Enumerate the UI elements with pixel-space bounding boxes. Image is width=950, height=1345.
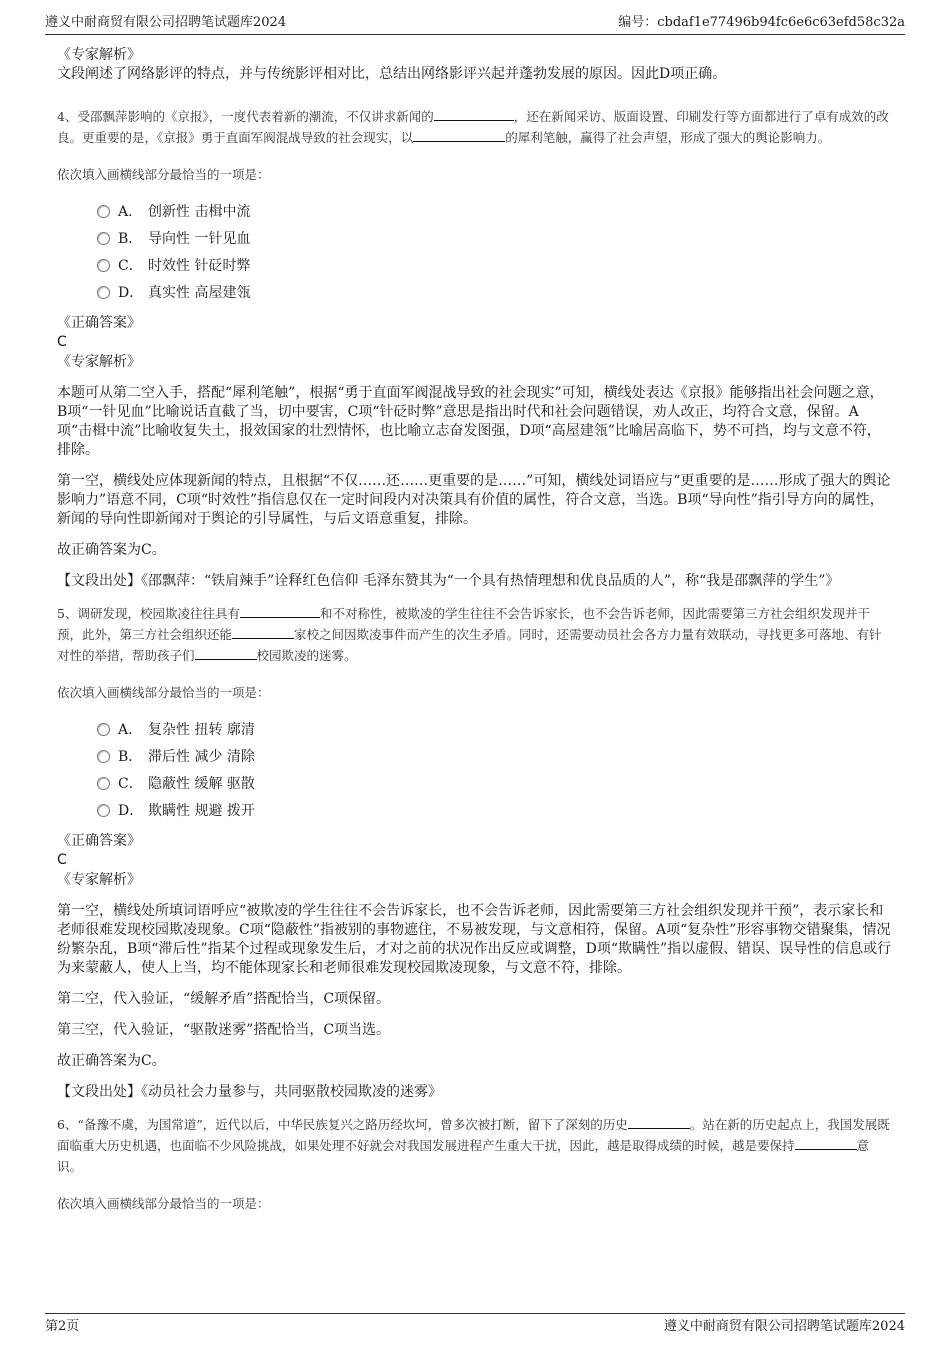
radio-icon[interactable] <box>97 750 110 763</box>
q5-option-d[interactable]: D． 欺瞒性 规避 拨开 <box>97 798 893 825</box>
q4-answer-tag: 《正确答案》 <box>57 315 141 331</box>
q4-answer: C <box>57 334 67 350</box>
radio-icon[interactable] <box>97 259 110 272</box>
footer-title: 遵义中耐商贸有限公司招聘笔试题库2024 <box>663 1319 905 1334</box>
q5-answer-tag: 《正确答案》 <box>57 833 141 849</box>
q5-option-a[interactable]: A． 复杂性 扭转 廓清 <box>97 717 893 744</box>
page-footer <box>45 1313 905 1336</box>
q4-option-b[interactable]: B． 导向性 一针见血 <box>97 226 893 253</box>
q4-instruction: 依次填入画横线部分最恰当的一项是： <box>57 167 270 182</box>
q4-options <box>97 199 893 307</box>
q4-source: 【文段出处】《邵飘萍：“铁肩辣手”诠释红色信仰 毛泽东赞其为“一个具有热情理想和优良品质的人”，称“我是邵飘萍的学生”》 <box>57 573 840 589</box>
q5-option-c[interactable]: C． 隐蔽性 缓解 驱散 <box>97 771 893 798</box>
q5-answer: C <box>57 852 67 868</box>
q6-blank-1 <box>628 1116 690 1129</box>
q5-blank-3 <box>195 647 257 660</box>
q4-stem: 4、受邵飘萍影响的《京报》，一度代表着新的潮流，不仅讲求新闻的 ，还在新闻采访、版面设置、印刷发行等方面都进行了卓有成效的改良。更重要的是，《京报》勇于直面军阀混战导致的社会现实，以 的犀利笔触，赢得了社会声望，形成了强大的舆论影响力。 <box>57 109 889 145</box>
q4-option-d[interactable]: D． 真实性 高屋建瓴 <box>97 280 893 307</box>
q5-analysis-1: 第一空，横线处所填词语呼应“被欺凌的学生往往不会告诉家长，也不会告诉老师，因此需要第三方社会组织发现并干预”，表示家长和老师很难发现校园欺凌现象。C项“隐蔽性”指被别的事物遮住，不易被发现，与文意相符，保留。A项“复杂性”形容事物交错聚集，情况纷繁杂乱，B项“滞后性”指某个过程或现象发生后，才对之前的状况作出反应或调整，D项“欺瞒性”指以虚假、错误、误导性的信息或行为来蒙蔽人，使人上当，均不能体现家长和老师很难发现校园欺凌现象，与文意不符，排除。 <box>57 903 892 976</box>
q3-expert-tag: 《专家解析》 <box>57 47 141 63</box>
q6-stem: 6、“备豫不虞，为国常道”，近代以后，中华民族复兴之路历经坎坷，曾多次被打断，留下了深刻的历史 。站在新的历史起点上，我国发展既面临重大历史机遇，也面临不少风险挑战，如果处理不好就会对我国发展进程产生重大干扰，因此，越是取得成绩的时候，越是要保持 意识。 <box>57 1117 890 1174</box>
q5-option-b[interactable]: B． 滞后性 减少 清除 <box>97 744 893 771</box>
q4-analysis-3: 故正确答案为C。 <box>57 542 166 558</box>
q5-analysis-4: 故正确答案为C。 <box>57 1053 166 1069</box>
q4-option-a[interactable]: A． 创新性 击楫中流 <box>97 199 893 226</box>
q5-source: 【文段出处】《动员社会力量参与，共同驱散校园欺凌的迷雾》 <box>57 1084 442 1100</box>
q5-analysis-2: 第二空，代入验证，“缓解矛盾”搭配恰当，C项保留。 <box>57 991 391 1007</box>
radio-icon[interactable] <box>97 777 110 790</box>
q3-analysis: 文段阐述了网络影评的特点，并与传统影评相对比，总结出网络影评兴起并蓬勃发展的原因。因此D项正确。 <box>57 66 727 82</box>
page-header <box>45 14 905 35</box>
radio-icon[interactable] <box>97 286 110 299</box>
q5-analysis-3: 第三空，代入验证，“驱散迷雾”搭配恰当，C项当选。 <box>57 1022 391 1038</box>
q4-analysis-1: 本题可从第二空入手，搭配“犀利笔触”，根据“勇于直面军阀混战导致的社会现实”可知，横线处表达《京报》能够指出社会问题之意，B项“一针见血”比喻说话直截了当，切中要害，C项“针砭时弊”意思是指出时代和社会问题错误，劝人改正，均符合文意，保留。A项“击楫中流”比喻收复失土，报效国家的壮烈情怀，也比喻立志奋发图强，D项“高屋建瓴”比喻居高临下，势不可挡，均与文意不符，排除。 <box>57 385 884 458</box>
q6-instruction: 依次填入画横线部分最恰当的一项是： <box>57 1196 270 1211</box>
radio-icon[interactable] <box>97 723 110 736</box>
q5-blank-2 <box>232 626 294 639</box>
q4-expert-tag: 《专家解析》 <box>57 354 141 370</box>
radio-icon[interactable] <box>97 232 110 245</box>
q4-option-c[interactable]: C． 时效性 针砭时弊 <box>97 253 893 280</box>
q4-blank-1 <box>434 108 514 121</box>
q5-blank-1 <box>240 605 320 618</box>
q5-expert-tag: 《专家解析》 <box>57 872 141 888</box>
header-doc-id: 编号：cbdaf1e77496b94fc6e6c63efd58c32a <box>618 15 905 30</box>
page-number: 第2页 <box>45 1319 80 1334</box>
q6-blank-2 <box>795 1137 857 1150</box>
q5-stem: 5、调研发现，校园欺凌往往具有 和不对称性，被欺凌的学生往往不会告诉家长，也不会告诉老师，因此需要第三方社会组织发现并干预，此外，第三方社会组织还能 家校之间因欺凌事件而产生的次生矛盾。同时，还需要动员社会各方力量有效联动，寻找更多可落地、有针对性的举措，帮助孩子们 校园欺凌的迷雾。 <box>57 606 882 663</box>
radio-icon[interactable] <box>97 205 110 218</box>
q5-options <box>97 717 893 825</box>
radio-icon[interactable] <box>97 804 110 817</box>
page-content <box>57 40 893 1214</box>
q5-instruction: 依次填入画横线部分最恰当的一项是： <box>57 685 270 700</box>
header-title: 遵义中耐商贸有限公司招聘笔试题库2024 <box>45 15 287 30</box>
q4-analysis-2: 第一空，横线处应体现新闻的特点，且根据“不仅……还……更重要的是……”可知，横线处词语应与“更重要的是……形成了强大的舆论影响力”语意不同，C项“时效性”指信息仅在一定时间段内对决策具有价值的属性，符合文意，当选。B项“导向性”指引导方向的属性，新闻的导向性即新闻对于舆论的引导属性，与后文语意重复，排除。 <box>57 473 891 527</box>
q4-blank-2 <box>413 129 505 142</box>
